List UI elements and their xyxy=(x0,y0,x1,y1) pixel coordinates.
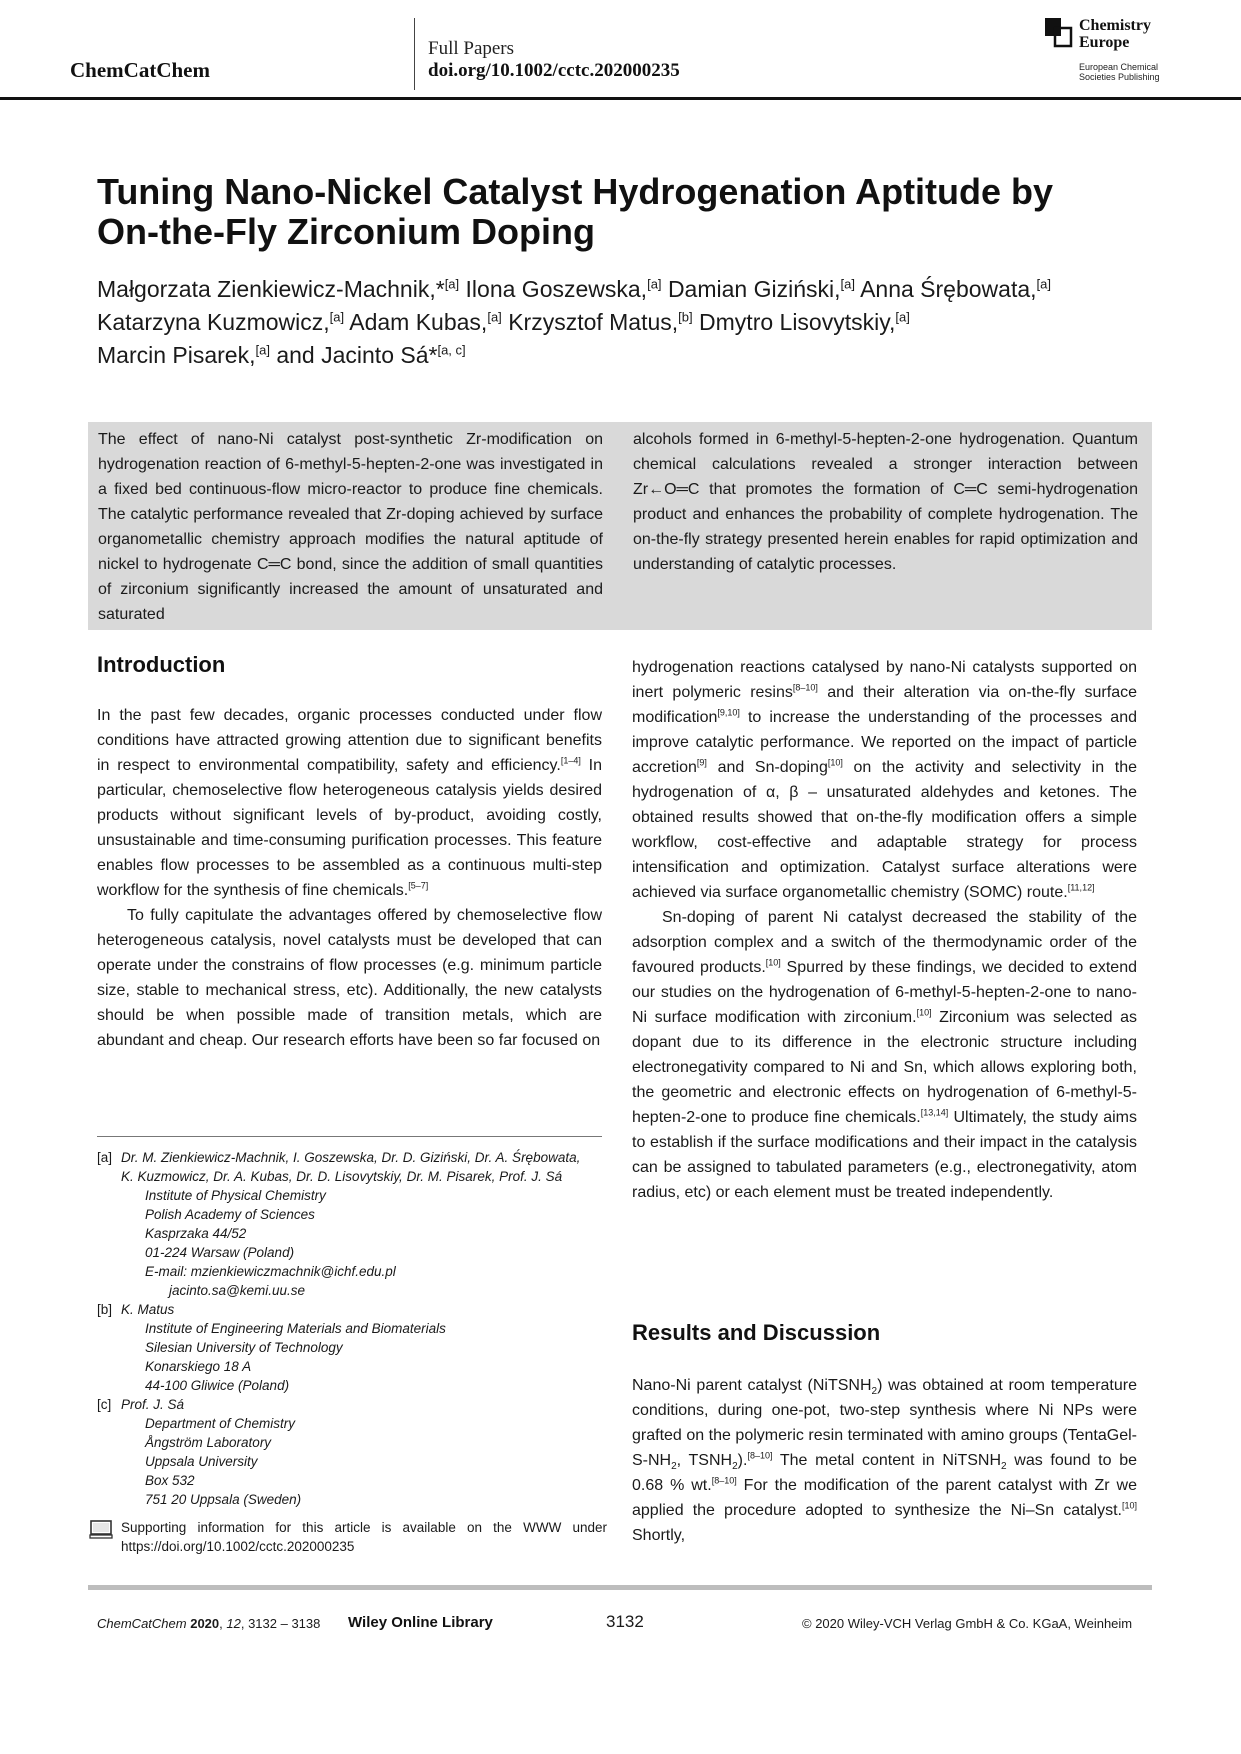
affiliation-tag: [c] xyxy=(97,1397,112,1412)
publisher-name-line2: Europe xyxy=(1079,34,1130,51)
author-list xyxy=(97,273,1157,372)
affiliation-line: Uppsala University xyxy=(145,1454,258,1469)
paragraph-text: Spurred by these findings, we decided to extend our studies on the hydrogenation of 6-methyl-5-hepten-2-one to nano-Ni surface modification with zirconium. xyxy=(632,959,1137,1026)
affiliation-line: 01-224 Warsaw (Poland) xyxy=(145,1245,295,1260)
author-affiliation: [a] xyxy=(329,309,345,325)
affiliation-line: Dr. M. Zienkiewicz-Machnik, I. Goszewska, Dr. D. Giziński, Dr. A. Śrębowata, xyxy=(121,1150,581,1165)
author-name: Anna Śrębowata, xyxy=(860,276,1037,302)
citation[interactable]: [8–10] xyxy=(792,682,818,693)
author-name: Krzysztof Matus, xyxy=(508,309,679,335)
footer-rule xyxy=(88,1585,1152,1590)
paragraph-text: Zirconium was selected as dopant due to its difference in the electronic structure including electronegativity compared to Ni and Sn, which allows exploring both, the geometric and electronic effects on hydrogenation of 6-methyl-5-hepten-2-one to produce fine chemicals. xyxy=(632,1009,1137,1126)
copyright-notice: © 2020 Wiley-VCH Verlag GmbH & Co. KGaA, Weinheim xyxy=(802,1616,1133,1631)
affiliation-line: Ångström Laboratory xyxy=(145,1435,272,1450)
affiliation-c xyxy=(97,1395,607,1509)
publisher-name xyxy=(1079,17,1151,51)
affiliation-line: 44-100 Gliwice (Poland) xyxy=(145,1378,290,1393)
paragraph-text: , TSNH xyxy=(676,1452,733,1469)
affiliation-tag: [b] xyxy=(97,1302,113,1317)
author-affiliation: [a] xyxy=(1036,276,1051,292)
affiliation-line: Kasprzaka 44/52 xyxy=(145,1226,247,1241)
citation[interactable]: [9] xyxy=(696,757,707,768)
author-affiliation: [a] xyxy=(487,309,502,325)
intro-paragraph-4 xyxy=(632,905,1137,1205)
affiliation-line: Konarskiego 18 A xyxy=(145,1359,252,1374)
footer-year: 2020 xyxy=(190,1616,220,1631)
citation[interactable]: [10] xyxy=(1121,1500,1137,1511)
results-paragraph-1 xyxy=(632,1373,1137,1548)
introduction-heading: Introduction xyxy=(97,652,226,677)
abstract-right-column: alcohols formed in 6-methyl-5-hepten-2-one hydrogenation. Quantum chemical calculations revealed a stronger interaction between Zr←O═C that promotes the formation of C═C semi-hydrogenation product and enhances the probability of complete hydrogenation. The on-the-fly strategy presented herein enables for rapid optimization and understanding of catalytic processes. xyxy=(633,431,1138,573)
abstract-left-column: The effect of nano-Ni catalyst post-synthetic Zr-modification on hydrogenation reaction of 6-methyl-5-hepten-2-one was investigated in a fixed bed continuous-flow micro-reactor to produce fine chemicals. The catalytic performance revealed that Zr-doping achieved by surface organometallic chemistry approach modifies the natural aptitude of nickel to hydrogenate C═C bond, since the addition of small quantities of zirconium significantly increased the amount of unsaturated and saturated xyxy=(98,431,603,623)
author-name: Ilona Goszewska, xyxy=(465,276,648,302)
footer-volume: 12 xyxy=(226,1616,241,1631)
footer-journal: ChemCatChem xyxy=(97,1616,187,1631)
author-affiliation: [a] xyxy=(255,342,270,358)
paragraph-text: was found to be 0.68 % wt. xyxy=(632,1452,1138,1494)
author-name: Dmytro Lisovytskiy, xyxy=(699,309,896,335)
affiliation-line: Institute of Physical Chemistry xyxy=(145,1188,326,1203)
author-affiliation: [a, c] xyxy=(437,342,466,358)
citation[interactable]: [11,12] xyxy=(1067,882,1095,893)
results-heading: Results and Discussion xyxy=(632,1320,881,1345)
subscript: 2 xyxy=(671,1461,677,1473)
author-name: Marcin Pisarek, xyxy=(97,342,256,368)
paragraph-text: ) was obtained at room temperature conditions, during one-pot, two-step synthesis where Ni NPs were grafted on the polymeric resin terminated with amino groups (TentaGel-S-NH xyxy=(632,1377,1138,1469)
affiliation-line: 751 20 Uppsala (Sweden) xyxy=(145,1492,302,1507)
citation[interactable]: [5–7] xyxy=(408,880,429,891)
citation[interactable]: [10] xyxy=(916,1007,932,1018)
header-divider xyxy=(414,18,415,90)
paragraph-text: Nano-Ni parent catalyst (NiTSNH xyxy=(632,1377,872,1394)
affiliations xyxy=(97,1148,607,1509)
article-type: Full Papers xyxy=(428,38,515,59)
author-affiliation: [a] xyxy=(895,309,910,325)
paragraph-text: Sn-doping of parent Ni catalyst decreased the stability of the adsorption complex and a switch of the thermodynamic order of the favoured products. xyxy=(632,909,1137,976)
publisher-sub-line2: Societies Publishing xyxy=(1079,72,1160,82)
title-line2: On-the-Fly Zirconium Doping xyxy=(97,211,595,252)
affiliation-b xyxy=(97,1300,607,1395)
title-line1: Tuning Nano-Nickel Catalyst Hydrogenation Aptitude by xyxy=(97,171,1054,212)
author-affiliation: [a] xyxy=(444,276,460,292)
author-name: and Jacinto Sá* xyxy=(276,342,438,368)
paragraph-text: ). xyxy=(737,1452,748,1469)
paragraph-text: The metal content in NiTSNH xyxy=(772,1452,1001,1469)
intro-paragraph-2: To fully capitulate the advantages offered by chemoselective flow heterogeneous catalysis, novel catalysts must be developed that can operate under the constrains of flow processes (e.g. minimum particle size, stable to mechanical stress, etc). Additionally, the new catalysts should be when possible made of transition metals, which are abundant and cheap. Our research efforts have been so far focused on xyxy=(97,907,602,1049)
citation[interactable]: [8–10] xyxy=(711,1475,737,1486)
affiliation-line: Department of Chemistry xyxy=(145,1416,296,1431)
paragraph-text: In the past few decades, organic processes conducted under flow conditions have attracted growing attention due to significant benefits in respect to environmental compatibility, safety and efficiency. xyxy=(97,707,602,774)
footer-citation: ChemCatChem 2020, 12, 3132 – 3138 xyxy=(97,1616,321,1631)
paragraph-text: Ultimately, the study aims to establish if the surface modifications and their impact in the catalysis can be assigned to tabulated parameters (e.g., electronegativity, atom radius, etc) or each element must be treated independently. xyxy=(632,1109,1137,1201)
affiliation-line: Institute of Engineering Materials and Biomaterials xyxy=(145,1321,446,1336)
supporting-info-note xyxy=(97,1518,607,1556)
affiliation-line: K. Matus xyxy=(121,1302,175,1317)
affiliation-line: Silesian University of Technology xyxy=(145,1340,343,1355)
author-name: Katarzyna Kuzmowicz, xyxy=(97,309,330,335)
computer-screen-icon xyxy=(89,1520,113,1540)
author-name: Adam Kubas, xyxy=(349,309,488,335)
publisher-name-line1: Chemistry xyxy=(1079,17,1151,34)
paragraph-text: and their alteration via on-the-fly surface modification xyxy=(632,684,1137,726)
citation[interactable]: [13,14] xyxy=(920,1107,949,1118)
author-name: Damian Giziński, xyxy=(667,276,841,302)
paragraph-text: and Sn-doping xyxy=(706,759,828,776)
paragraph-text: Shortly, xyxy=(632,1527,686,1544)
citation[interactable]: [9,10] xyxy=(717,707,740,718)
affiliations-rule xyxy=(97,1136,602,1137)
publisher-sub-line1: European Chemical xyxy=(1079,62,1159,72)
chemistry-europe-logo-icon xyxy=(1045,18,1073,48)
affiliation-tag: [a] xyxy=(97,1150,113,1165)
citation[interactable]: [10] xyxy=(827,757,843,768)
affiliation-line: Box 532 xyxy=(145,1473,195,1488)
author-name: Małgorzata Zienkiewicz-Machnik,* xyxy=(97,276,445,302)
citation[interactable]: [1–4] xyxy=(560,755,581,766)
affiliation-email[interactable]: jacinto.sa@kemi.uu.se xyxy=(169,1283,306,1298)
intro-paragraph-1 xyxy=(97,703,602,903)
citation[interactable]: [10] xyxy=(765,957,781,968)
intro-right-column xyxy=(632,655,1137,1205)
page-number: 3132 xyxy=(606,1612,644,1631)
abstract-box xyxy=(88,422,1152,630)
intro-left-column xyxy=(97,703,602,1053)
paragraph-text: hydrogenation reactions catalysed by nano-Ni catalysts supported on inert polymeric resins xyxy=(632,659,1137,701)
affiliation-line: Prof. J. Sá xyxy=(121,1397,185,1412)
header-rule xyxy=(0,97,1241,100)
paragraph-text: In particular, chemoselective flow heterogeneous catalysis yields desired products without significant levels of by-product, avoiding costly, unsustainable and time-consuming purification processes. This feature enables flow processes to be assembled as a continuous multi-step workflow for the synthesis of fine chemicals. xyxy=(97,757,603,899)
subscript: 2 xyxy=(871,1386,878,1398)
author-affiliation: [b] xyxy=(678,309,693,325)
results-column xyxy=(632,1373,1137,1548)
page-header xyxy=(0,0,1241,100)
affiliation-a xyxy=(97,1148,607,1300)
author-affiliation: [a] xyxy=(647,276,662,292)
footer-pages: 3132 – 3138 xyxy=(248,1616,321,1631)
intro-paragraph-3 xyxy=(632,655,1137,905)
publisher-subtitle xyxy=(1079,62,1160,82)
paragraph-text: on the activity and selectivity in the hydrogenation of α, β – unsaturated aldehydes and ketones. The obtained results showed that on-the-fly modification offers a simple workflow, cost-effective and adaptable strategy for process intensification and optimization. Catalyst surface alterations were achieved via surface organometallic chemistry (SOMC) route. xyxy=(632,759,1138,901)
citation[interactable]: [8–10] xyxy=(747,1450,773,1461)
affiliation-line: K. Kuzmowicz, Dr. A. Kubas, Dr. D. Lisovytskiy, Dr. M. Pisarek, Prof. J. Sá xyxy=(121,1169,563,1184)
article-doi[interactable]: doi.org/10.1002/cctc.202000235 xyxy=(428,60,680,81)
affiliation-email[interactable]: E-mail: mzienkiewiczmachnik@ichf.edu.pl xyxy=(145,1264,396,1279)
paragraph-text: For the modification of the parent catalyst with Zr we applied the procedure adopted to synthesize the Ni–Sn catalyst. xyxy=(632,1477,1137,1519)
subscript: 2 xyxy=(732,1461,738,1473)
journal-name: ChemCatChem xyxy=(70,58,210,82)
paragraph-text: to increase the understanding of the processes and improve catalytic performance. We reported on the impact of particle accretion xyxy=(632,709,1137,776)
author-affiliation: [a] xyxy=(840,276,855,292)
article-title xyxy=(97,172,1157,252)
wiley-online-library-link[interactable]: Wiley Online Library xyxy=(348,1614,493,1631)
subscript: 2 xyxy=(1001,1461,1007,1473)
supporting-info-text[interactable]: Supporting information for this article is available on the WWW under https://doi.org/10.1002/cctc.202000235 xyxy=(121,1520,607,1554)
affiliation-line: Polish Academy of Sciences xyxy=(145,1207,315,1222)
